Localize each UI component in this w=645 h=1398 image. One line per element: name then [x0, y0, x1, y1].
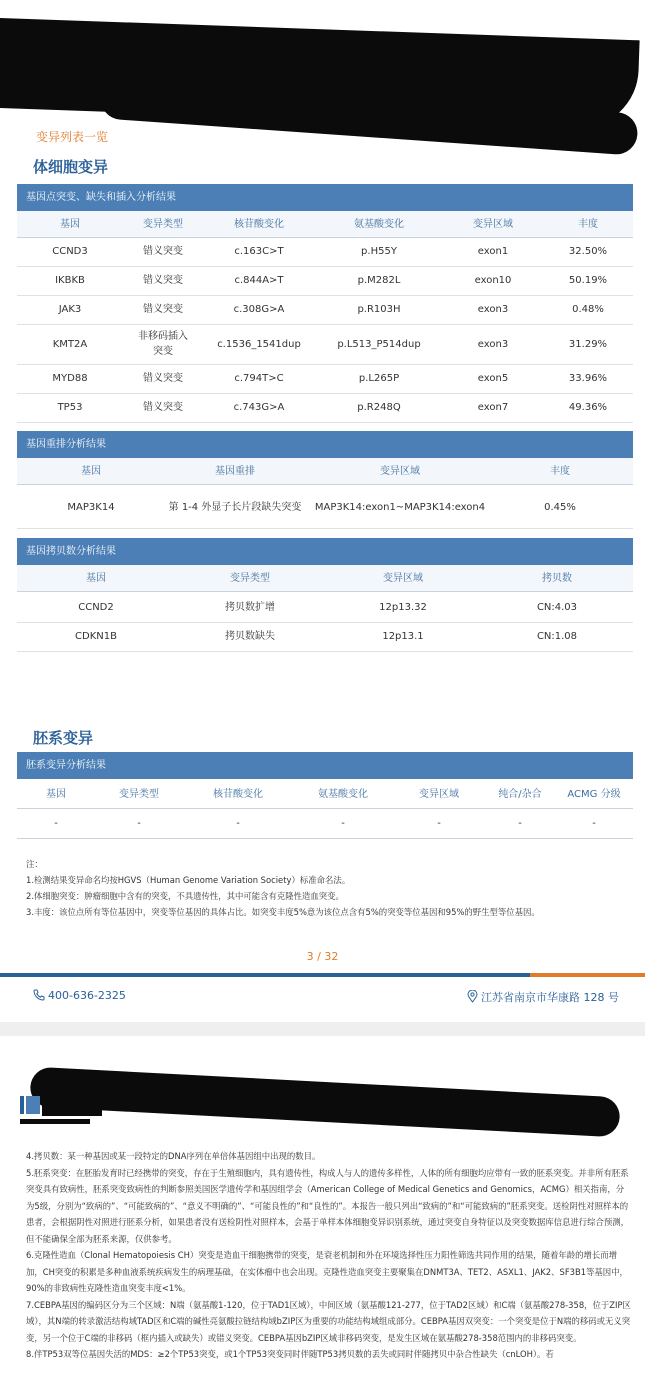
note-1: 1.检测结果变异命名均按HGVS（Human Genome Variation Society）标准命名法。: [26, 875, 351, 885]
cnv-cell: CCND2: [78, 602, 114, 613]
snv-cell: JAK3: [58, 304, 82, 315]
cnv-cell: 12p13.32: [379, 602, 427, 613]
snv-head-aa: 氨基酸变化: [354, 218, 404, 230]
germ-head-zyg: 纯合/杂合: [498, 788, 542, 800]
fusion-gene: MAP3K14: [67, 501, 115, 513]
germline-bar: 胚系变异分析结果: [17, 752, 633, 779]
cnv-head-gene: 基因: [86, 572, 106, 584]
cnv-cell: 12p13.1: [382, 631, 424, 642]
footer-line-blue: [0, 973, 530, 977]
germ-gene: -: [54, 817, 58, 829]
notes: [26, 856, 626, 920]
snv-bar: 基因点突变、缺失和插入分析结果: [17, 184, 633, 211]
snv-cell: exon3: [477, 338, 509, 350]
phone-text: 400-636-2325: [48, 989, 126, 1002]
fusion-rearr: 第 1-4 外显子长片段缺失突变: [168, 501, 302, 513]
snv-cell: 49.36%: [568, 402, 608, 413]
snv-cell: p.L265P: [358, 373, 400, 384]
snv-row: [17, 393, 633, 423]
note-4: 4.拷贝数：某一种基因或某一段特定的DNA序列在单倍体基因组中出现的数目。: [26, 1151, 321, 1161]
redacted-header: [29, 1067, 620, 1138]
snv-head-abund: 丰度: [578, 218, 598, 230]
snv-cell: c.163C>T: [234, 246, 284, 257]
cnv-cell: CN:1.08: [536, 631, 578, 642]
snv-cell: KMT2A: [52, 338, 88, 350]
germ-acmg: -: [592, 817, 596, 829]
snv-cell: 31.29%: [568, 338, 608, 350]
germ-head-region: 变异区域: [419, 788, 459, 800]
snv-cell: 33.96%: [568, 373, 608, 384]
snv-cell: c.1536_1541dup: [217, 338, 301, 350]
snv-cell: 0.48%: [572, 304, 604, 315]
germ-head-type: 变异类型: [119, 788, 159, 800]
snv-cell: 非移码插入突变: [138, 331, 188, 357]
fusion-head-gene: 基因: [81, 465, 101, 477]
cnv-row: [17, 622, 633, 652]
germline-row: [17, 808, 633, 839]
snv-head-region: 变异区域: [473, 218, 513, 230]
snv-cell: 错义突变: [143, 246, 183, 257]
fusion-header: [17, 458, 633, 485]
fusion-bar: 基因重排分析结果: [17, 431, 633, 458]
snv-cell: c.743G>A: [233, 402, 285, 413]
germ-nt: -: [236, 817, 240, 829]
snv-cell: IKBKB: [55, 275, 85, 286]
snv-row: [17, 237, 633, 267]
snv-head-gene: 基因: [60, 218, 80, 230]
notes-continued: [26, 1148, 632, 1363]
snv-head-type: 变异类型: [143, 218, 183, 230]
note-3: 3.丰度：该位点所有等位基因中，突变等位基因的具体占比。如突变丰度5%意为该位点含有5%的突变等位基因和95%的野生型等位基因。: [26, 907, 540, 917]
cnv-cell: 拷贝数扩增: [225, 602, 275, 613]
footer-phone: [33, 989, 126, 1002]
note-5: 5.胚系突变：在胚胎发育时已经携带的突变，存在于生殖细胞内，具有遗传性，构成人与人的遗传多样性，人体的所有细胞均应带有一致的胚系突变。并非所有胚系突变具有致病性，胚系突变致病性的判断参照美国医学遗传学和基因组学会（American College of Medical Genetics and Genomics，ACMG）相关指南，分为5级，分别为“致病的”、“可能致病的”、“意义不明确的”、“可能良性的”和“良性的”。本报告一般只列出“致病的”和“可能致病的”胚系突变。送检阴性对照样本的患者，会根据阴性对照进行胚系分析，如果患者没有送检阴性对照样本，会基于单样本体细胞变异识别系统，通过突变自身特征以及突变数据库信息进行综合预测，但不能确保全部为胚系来源，仅供参考。: [26, 1167, 629, 1244]
snv-row: [17, 364, 633, 394]
cnv-head-type: 变异类型: [230, 572, 270, 584]
footer-address: [467, 989, 619, 1005]
snv-cell: MYD88: [52, 373, 88, 384]
cnv-head-region: 变异区域: [383, 572, 423, 584]
snv-cell: p.R103H: [357, 304, 401, 315]
snv-cell: TP53: [57, 402, 83, 413]
phone-icon: [33, 989, 45, 1001]
germ-head-aa: 氨基酸变化: [318, 788, 368, 800]
cnv-cell: 拷贝数缺失: [225, 631, 275, 642]
note-2: 2.体细胞突变：肿瘤细胞中含有的突变，不具遗传性，其中可能含有克隆性造血突变。: [26, 891, 344, 901]
snv-cell: exon1: [477, 246, 509, 257]
germ-head-gene: 基因: [46, 788, 66, 800]
snv-head-nt: 核苷酸变化: [234, 218, 284, 230]
snv-cell: p.H55Y: [361, 246, 397, 257]
cnv-header: [17, 565, 633, 592]
cnv-cell: CDKN1B: [75, 631, 117, 642]
snv-cell: p.L513_P514dup: [337, 338, 421, 350]
overview-title: 变异列表一览: [36, 130, 109, 144]
snv-cell: exon10: [474, 275, 512, 286]
snv-cell: exon3: [477, 304, 509, 315]
snv-cell: c.844A>T: [234, 275, 284, 286]
germ-head-nt: 核苷酸变化: [213, 788, 263, 800]
fusion-row: [17, 486, 633, 529]
location-icon: [467, 990, 478, 1003]
snv-cell: 错义突变: [143, 373, 183, 384]
snv-cell: 50.19%: [568, 275, 608, 286]
germ-zyg: -: [518, 817, 522, 829]
cnv-row: [17, 593, 633, 623]
snv-row: [17, 266, 633, 296]
snv-row: [17, 295, 633, 325]
snv-cell: c.308G>A: [233, 304, 285, 315]
note-6: 6.克隆性造血（Clonal Hematopoiesis CH）突变是造血干细胞携带的突变，是衰老机制和外在环境选择性压力阳性筛选共同作用的结果，随着年龄的增长而增加，CH突变的积累是多种血液系统疾病发生的病理基础，在实体瘤中也会出现。克隆性造血突变主要聚集在DNMT3A、TET2、ASXL1、JAK2、SF3B1等基因中，90%的非致病性克隆性造血突变丰度<1%。: [26, 1250, 628, 1293]
snv-cell: exon7: [477, 402, 509, 413]
fusion-head-abund: 丰度: [550, 465, 570, 477]
snv-header: [17, 211, 633, 238]
snv-cell: p.R248Q: [357, 402, 401, 413]
snv-cell: 错义突变: [143, 275, 183, 286]
cnv-head-cn: 拷贝数: [542, 572, 572, 584]
germline-title: 胚系变异: [33, 729, 94, 747]
cnv-cell: CN:4.03: [536, 602, 578, 613]
notes-title: 注：: [26, 859, 43, 869]
address-text: 江苏省南京市华康路 128 号: [481, 991, 619, 1004]
germ-region: -: [437, 817, 441, 829]
germline-header: [17, 780, 633, 809]
germ-head-acmg: ACMG 分级: [567, 788, 621, 800]
fusion-head-region: 变异区域: [380, 465, 420, 477]
note-7: 7.CEBPA基因的编码区分为三个区域：N端（氨基酸1-120，位于TAD1区域），中间区域（氨基酸121-277，位于TAD2区域）和C端（氨基酸278-358，位于ZIP区域），其N端的转录激活结构域TAD区和C端的碱性亮氨酸拉链结构域bZIP区为重要的功能结构域组成部分。CEBPA基因双突变：一个突变是位于N端的移码或无义突变，另一个位于C端的非移码（框内插入或缺失）或错义突变。CEBPA基因bZIP区域非移码突变，是发生区域在氨基酸278-358范围内的非移码突变。: [26, 1299, 631, 1343]
snv-cell: 32.50%: [568, 246, 608, 257]
snv-cell: c.794T>C: [234, 373, 284, 384]
fusion-abund: 0.45%: [544, 501, 576, 513]
company-logo: [20, 1090, 106, 1126]
fusion-head-rearr: 基因重排: [215, 465, 255, 477]
snv-cell: p.M282L: [357, 275, 401, 286]
snv-cell: 错义突变: [143, 402, 183, 413]
footer-line-orange: [530, 973, 645, 977]
fusion-region: MAP3K14:exon1~MAP3K14:exon4: [314, 501, 486, 513]
germ-aa: -: [341, 817, 345, 829]
germ-type: -: [137, 817, 141, 829]
somatic-title: 体细胞变异: [33, 158, 109, 176]
snv-cell: 错义突变: [143, 304, 183, 315]
snv-row: [17, 324, 633, 365]
cnv-bar: 基因拷贝数分析结果: [17, 538, 633, 565]
snv-cell: CCND3: [52, 246, 88, 257]
note-8: 8.伴TP53双等位基因失活的MDS：≥2个TP53突变，或1个TP53突变同时伴随TP53拷贝数的丢失或同时伴随拷贝中杂合性缺失（cnLOH）。若: [26, 1349, 554, 1359]
page-number: 3 / 32: [306, 950, 339, 963]
snv-cell: exon5: [477, 373, 509, 384]
